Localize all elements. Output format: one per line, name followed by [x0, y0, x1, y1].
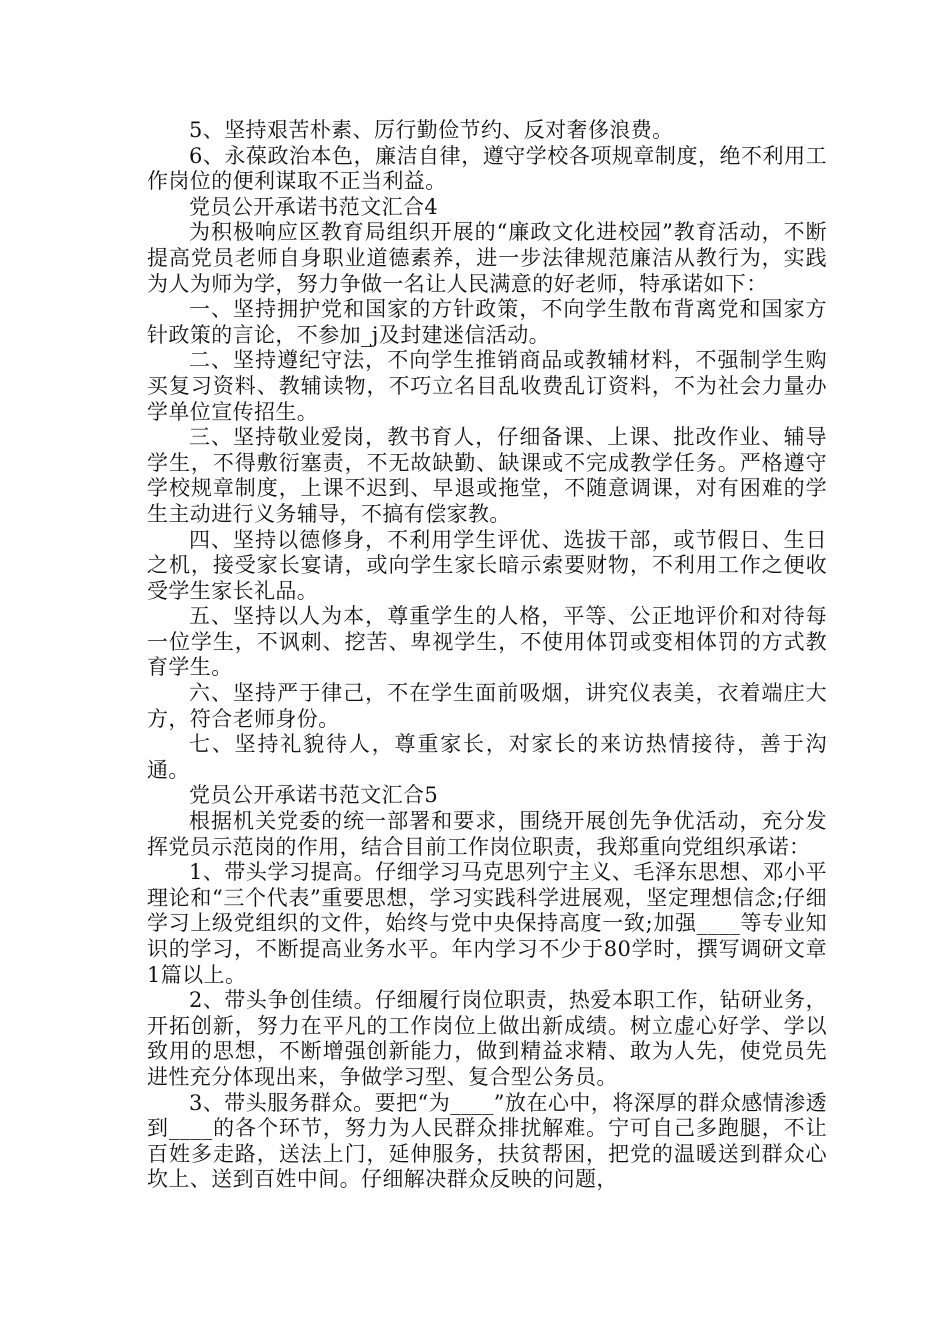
paragraph: 根据机关党委的统一部署和要求，围绕开展创先争优活动，充分发挥党员示范岗的作用，结合目前工作岗位职责，我郑重向党组织承诺：	[147, 809, 827, 859]
paragraph: 为积极响应区教育局组织开展的“廉政文化进校园”教育活动，不断提高党员老师自身职业道德素养，进一步法律规范廉洁从教行为，实践为人为师为学，努力争做一名让人民满意的好老师，特承诺如下：	[147, 220, 827, 296]
section-heading: 党员公开承诺书范文汇合5	[189, 783, 439, 808]
paragraph: 一、坚持拥护党和国家的方针政策，不向学生散布背离党和国家方针政策的言论，不参加_j及封建迷信活动。	[147, 297, 827, 347]
paragraph: 1、带头学习提高。仔细学习马克思列宁主义、毛泽东思想、邓小平理论和“三个代表”重要思想，学习实践科学进展观，坚定理想信念;仔细学习上级党组织的文件，始终与党中央保持高度一致;加强____等专业知识的学习，不断提高业务水平。年内学习不少于80学时，撰写调研文章1篇以上。	[147, 860, 827, 987]
paragraph: 五、坚持以人为本，尊重学生的人格，平等、公正地评价和对待每一位学生，不讽刺、挖苦、卑视学生，不使用体罚或变相体罚的方式教育学生。	[147, 604, 827, 680]
paragraph: 六、坚持严于律己，不在学生面前吸烟，讲究仪表美，衣着端庄大方，符合老师身份。	[147, 681, 827, 731]
paragraph: 5、坚持艰苦朴素、厉行勤俭节约、反对奢侈浪费。	[189, 118, 674, 142]
paragraph: 三、坚持敬业爱岗，教书育人，仔细备课、上课、批改作业、辅导学生，不得敷衍塞责，不无故缺勤、缺课或不完成教学任务。严格遵守学校规章制度，上课不迟到、早退或拖堂，不随意调课，对有困难的学生主动进行义务辅导，不搞有偿家教。	[147, 425, 827, 526]
paragraph: 2、带头争创佳绩。仔细履行岗位职责，热爱本职工作，钻研业务，开拓创新，努力在平凡的工作岗位上做出新成绩。树立虚心好学、学以致用的思想，不断增强创新能力，做到精益求精、敢为人先，使党员先进性充分体现出来，争做学习型、复合型公务员。	[147, 988, 827, 1089]
paragraph: 四、坚持以德修身，不利用学生评优、选拔干部，或节假日、生日之机，接受家长宴请，或向学生家长暗示索要财物，不利用工作之便收受学生家长礼品。	[147, 527, 827, 603]
paragraph: 3、带头服务群众。要把“为____”放在心中，将深厚的群众感情渗透到____的各个环节，努力为人民群众排扰解难。宁可自己多跑腿，不让百姓多走路，送法上门，延伸服务，扶贫帮困，把党的温暖送到群众心坎上、送到百姓中间。仔细解决群众反映的问题，	[147, 1090, 827, 1192]
paragraph: 6、永葆政治本色，廉洁自律，遵守学校各项规章制度，绝不利用工作岗位的便利谋取不正当利益。	[147, 143, 827, 194]
paragraph: 七、坚持礼貌待人，尊重家长，对家长的来访热情接待，善于沟通。	[147, 732, 827, 782]
paragraph: 二、坚持遵纪守法，不向学生推销商品或教辅材料，不强制学生购买复习资料、教辅读物，不巧立名目乱收费乱订资料，不为社会力量办学单位宣传招生。	[147, 348, 827, 424]
section-heading: 党员公开承诺书范文汇合4	[189, 194, 439, 219]
document-body	[147, 118, 827, 1193]
